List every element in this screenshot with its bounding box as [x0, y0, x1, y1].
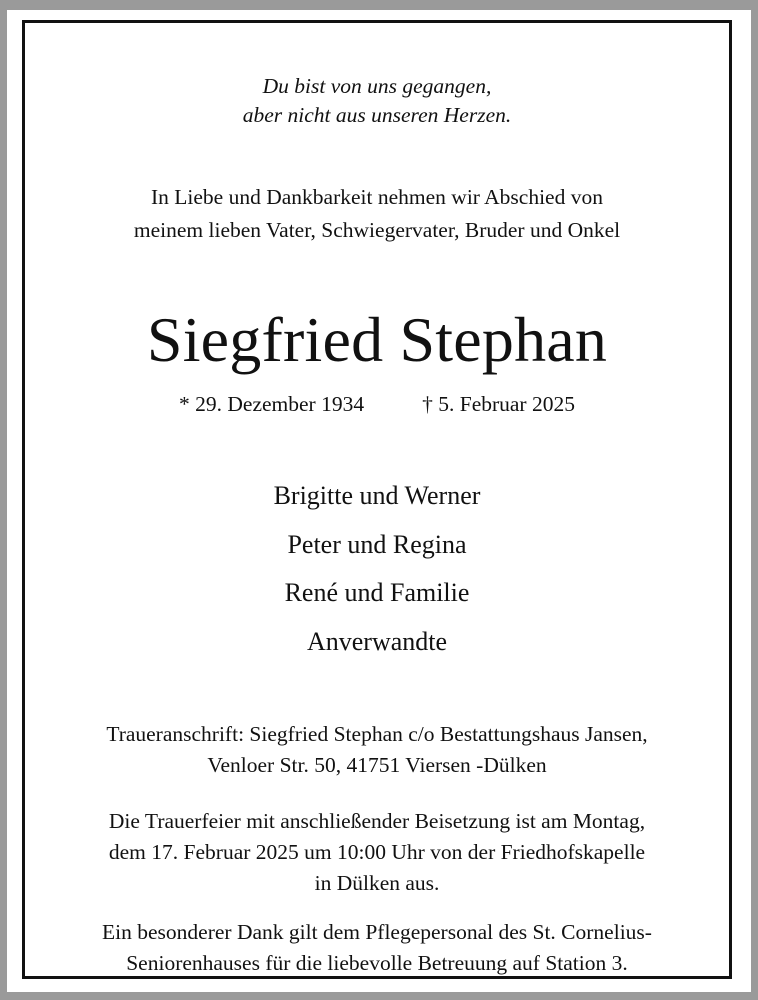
address-line: Traueranschrift: Siegfried Stephan c/o Bestattungshaus Jansen,	[106, 722, 648, 746]
ceremony-line: dem 17. Februar 2025 um 10:00 Uhr von der Friedhofskapelle	[108, 840, 646, 864]
ceremony-line: Die Trauerfeier mit anschließender Beisetzung ist am Montag,	[108, 809, 646, 833]
thanks-line: Ein besonderer Dank gilt dem Pflegepersonal des St. Cornelius-	[102, 920, 652, 944]
motto-line: aber nicht aus unseren Herzen.	[242, 103, 512, 127]
intro-text	[25, 181, 729, 247]
ceremony-line: in Dülken aus.	[314, 871, 440, 895]
death-date: † 5. Februar 2025	[422, 392, 575, 416]
mourner-name: Peter und Regina	[287, 529, 467, 559]
address-line: Venloer Str. 50, 41751 Viersen -Dülken	[207, 753, 547, 777]
funeral-details	[25, 806, 729, 899]
mourners-list	[25, 472, 729, 666]
birth-date: * 29. Dezember 1934	[179, 392, 365, 416]
life-dates	[25, 389, 729, 419]
deceased-name: Siegfried Stephan	[146, 304, 608, 375]
mourner-name: Brigitte und Werner	[273, 481, 481, 510]
obituary-notice	[7, 10, 751, 992]
mourner-name: René und Familie	[284, 578, 470, 607]
motto-line: Du bist von uns gegangen,	[262, 74, 492, 98]
motto-quote	[25, 72, 729, 130]
thanks-line: Seniorenhauses für die liebevolle Betreuung auf Station 3.	[126, 951, 628, 975]
intro-line: meinem lieben Vater, Schwiegervater, Bruder und Onkel	[133, 218, 621, 242]
intro-line: In Liebe und Dankbarkeit nehmen wir Abschied von	[151, 185, 603, 209]
notice-border	[22, 20, 732, 979]
thanks-note	[25, 917, 729, 979]
mourning-address	[25, 719, 729, 781]
mourner-name: Anverwandte	[306, 626, 448, 656]
